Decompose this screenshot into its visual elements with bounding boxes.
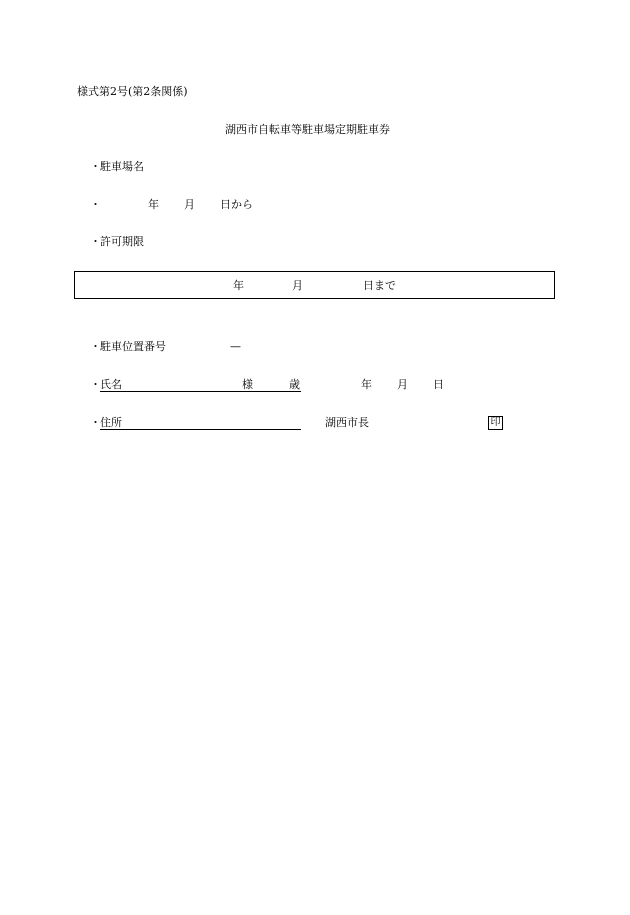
bullet: ・ [90, 416, 101, 429]
parking-lot-label: 駐車場名 [100, 160, 144, 173]
issue-month-label: 月 [397, 378, 408, 391]
permit-period-label: 許可期限 [100, 235, 144, 248]
issuer-label: 湖西市長 [325, 416, 369, 429]
end-month-label: 月 [292, 279, 303, 292]
bullet: ・ [90, 160, 101, 173]
bullet: ・ [90, 340, 101, 353]
form-number: 様式第2号(第2条関係) [77, 85, 188, 98]
document-title: 湖西市自転車等駐車場定期駐車券 [225, 123, 390, 136]
start-day-from-label: 日から [220, 198, 253, 211]
parking-position-dash: — [230, 340, 241, 353]
issue-day-label: 日 [433, 378, 444, 391]
start-month-label: 月 [184, 198, 195, 211]
bullet: ・ [90, 378, 101, 391]
name-label: 氏名 [100, 378, 122, 391]
address-underline [100, 429, 301, 430]
seal-mark: 印 [488, 416, 503, 430]
honorific-label: 様 [242, 378, 253, 391]
bullet: ・ [90, 198, 101, 211]
start-year-label: 年 [148, 198, 159, 211]
address-label: 住所 [100, 416, 122, 429]
end-day-until-label: 日まで [363, 279, 396, 292]
name-underline [100, 391, 301, 392]
end-year-label: 年 [233, 279, 244, 292]
issue-year-label: 年 [361, 378, 372, 391]
validity-box [74, 271, 555, 299]
bullet: ・ [90, 235, 101, 248]
age-suffix-label: 歳 [289, 378, 300, 391]
parking-position-label: 駐車位置番号 [100, 340, 166, 353]
